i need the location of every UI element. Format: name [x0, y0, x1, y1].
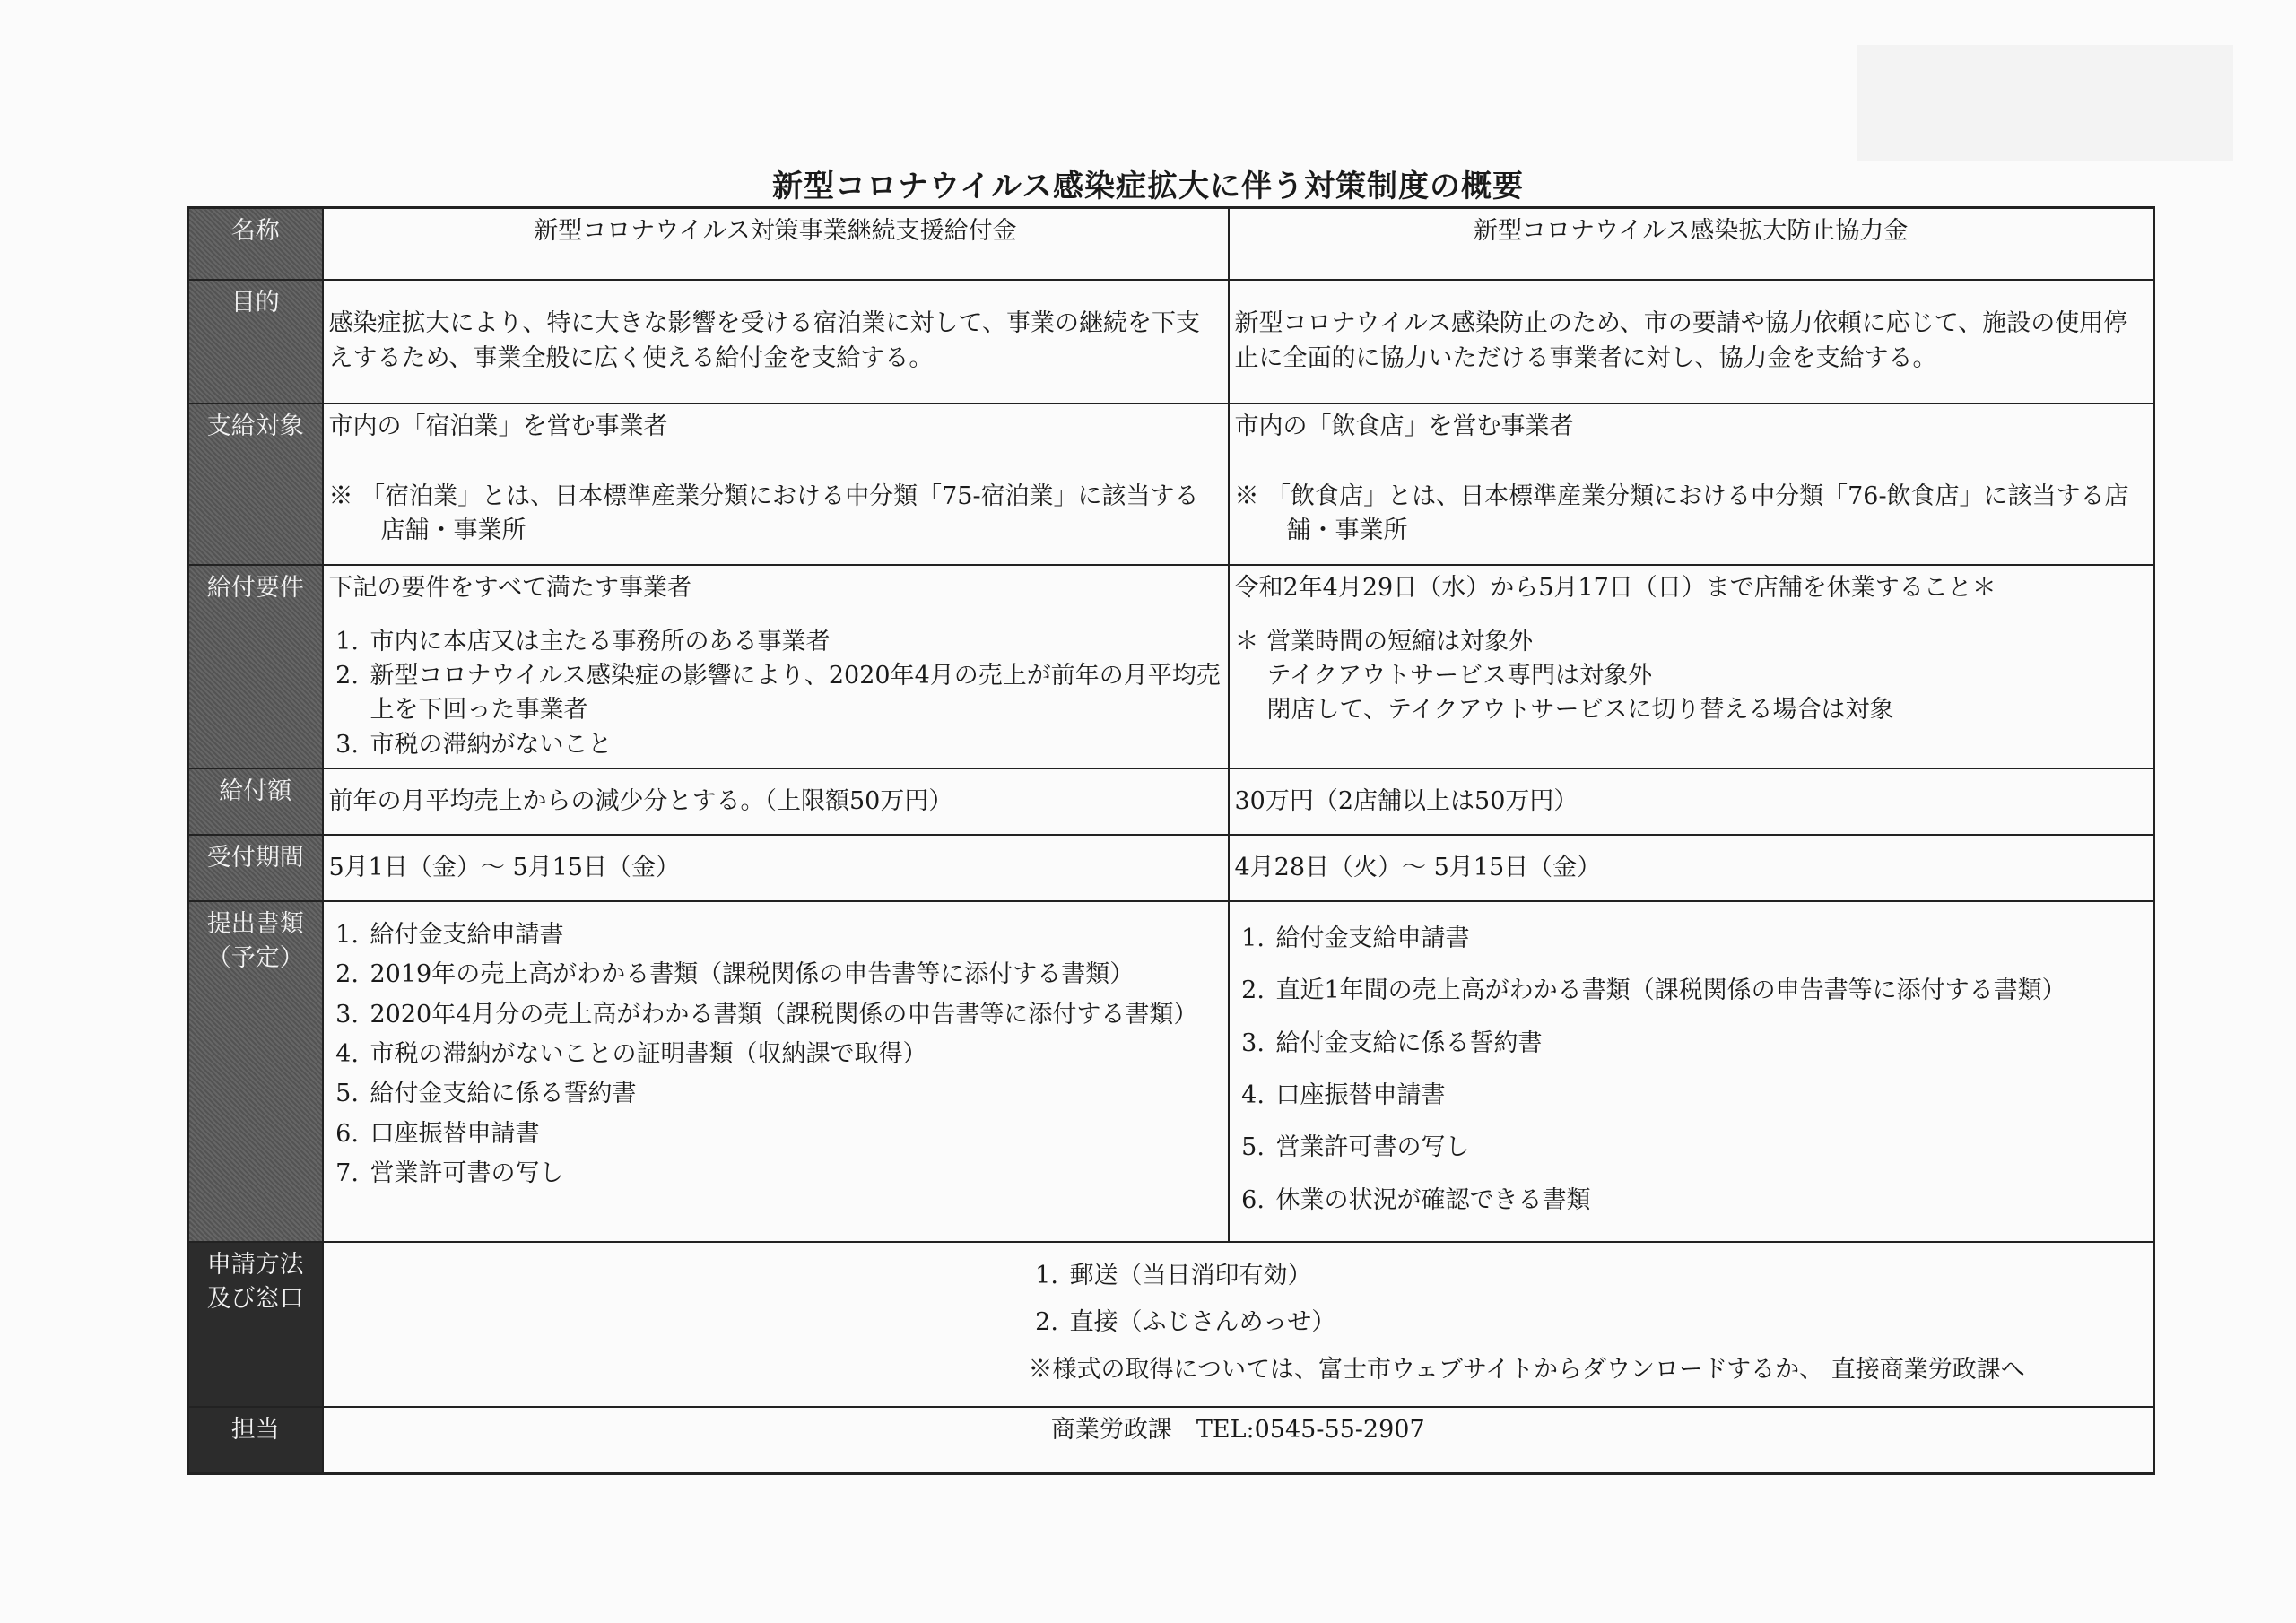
program-a-period: 5月1日（金）～ 5月15日（金）	[323, 835, 1229, 901]
requirement-item: 1. 市内に本店又は主たる事務所のある事業者	[367, 625, 1222, 659]
summary-table	[187, 206, 2155, 1475]
requirement-note: 閉店して、テイクアウトサービスに切り替える場合は対象	[1266, 696, 1894, 725]
requirement-note: テイクアウトサービス専門は対象外	[1266, 662, 1653, 690]
program-b-requirements	[1229, 565, 2154, 769]
document-item: 6. 口座振替申請書	[367, 1117, 1222, 1151]
label-target: 支給対象	[188, 404, 323, 565]
document-item: 2. 直近1年間の売上高がわかる書類（課税関係の申告書等に添付する書類）	[1273, 974, 2148, 1008]
application-method-item: 2. 直接（ふじさんめっせ）	[1066, 1306, 2148, 1340]
row-requirements	[188, 565, 2154, 769]
row-method	[188, 1242, 2154, 1407]
application-note: ※様式の取得については、富士市ウェブサイトからダウンロードするか、 直接商業労政課へ	[1028, 1355, 2025, 1384]
document-item: 6. 休業の状況が確認できる書類	[1273, 1184, 2148, 1218]
label-requirements: 給付要件	[188, 565, 323, 769]
row-purpose	[188, 280, 2154, 404]
row-period	[188, 835, 2154, 901]
document-item: 5. 給付金支給に係る誓約書	[367, 1077, 1222, 1111]
program-b-name: 新型コロナウイルス感染拡大防止協力金	[1229, 208, 2154, 280]
application-method-item: 1. 郵送（当日消印有効）	[1066, 1259, 2148, 1293]
label-purpose: 目的	[188, 280, 323, 404]
label-method	[188, 1242, 323, 1407]
document-item: 2. 2019年の売上高がわかる書類（課税関係の申告書等に添付する書類）	[367, 958, 1222, 992]
label-method-line2: 及び窓口	[206, 1285, 304, 1314]
label-documents-line2: （予定）	[206, 944, 304, 973]
row-amount	[188, 768, 2154, 835]
target-main: 市内の「宿泊業」を営む事業者	[328, 412, 668, 440]
row-name	[188, 208, 2154, 280]
program-a-target	[323, 404, 1229, 565]
requirements-intro: 下記の要件をすべて満たす事業者	[328, 573, 691, 602]
program-b-documents	[1229, 901, 2154, 1242]
program-b-target	[1229, 404, 2154, 565]
label-method-line1: 申請方法	[206, 1251, 304, 1280]
requirements-intro: 令和2年4月29日（水）から5月17日（日）まで店舗を休業すること＊	[1234, 573, 1996, 602]
label-name: 名称	[188, 208, 323, 280]
document-item: 7. 営業許可書の写し	[367, 1157, 1222, 1191]
program-b-purpose: 新型コロナウイルス感染防止のため、市の要請や協力依頼に応じて、施設の使用停止に全面的に協力いただける事業者に対し、協力金を支給する。	[1229, 280, 2154, 404]
document-item: 4. 市税の滞納がないことの証明書類（収納課で取得）	[367, 1037, 1222, 1072]
program-b-amount: 30万円（2店舗以上は50万円）	[1229, 768, 2154, 835]
page-title: 新型コロナウイルス感染症拡大に伴う対策制度の概要	[772, 169, 1524, 204]
program-b-period: 4月28日（火）～ 5月15日（金）	[1229, 835, 2154, 901]
program-a-purpose: 感染症拡大により、特に大きな影響を受ける宿泊業に対して、事業の継続を下支えするため、事業全般に広く使える給付金を支給する。	[323, 280, 1229, 404]
document-item: 1. 給付金支給申請書	[1273, 922, 2148, 956]
target-main: 市内の「飲食店」を営む事業者	[1234, 412, 1574, 440]
target-note: ※ 「宿泊業」とは、日本標準産業分類における中分類「75-宿泊業」に該当する店舗・事業所	[328, 482, 1199, 545]
document-item: 1. 給付金支給申請書	[367, 918, 1222, 952]
scan-artifact	[1857, 45, 2233, 161]
document-item: 3. 2020年4月分の売上高がわかる書類（課税関係の申告書等に添付する書類）	[367, 998, 1222, 1032]
requirement-item: 2. 新型コロナウイルス感染症の影響により、2020年4月の売上が前年の月平均売上を下回った事業者	[367, 659, 1222, 728]
row-target	[188, 404, 2154, 565]
program-a-documents	[323, 901, 1229, 1242]
contact-info: 商業労政課 TEL:0545-55-2907	[323, 1407, 2154, 1473]
label-amount: 給付額	[188, 768, 323, 835]
label-contact: 担当	[188, 1407, 323, 1473]
program-a-name: 新型コロナウイルス対策事業継続支援給付金	[323, 208, 1229, 280]
target-note: ※ 「飲食店」とは、日本標準産業分類における中分類「76-飲食店」に該当する店舗・事業所	[1234, 482, 2129, 545]
requirement-item: 3. 市税の滞納がないこと	[367, 728, 1222, 762]
requirement-note: ＊ 営業時間の短縮は対象外	[1234, 627, 1534, 655]
row-contact	[188, 1407, 2154, 1473]
program-a-requirements	[323, 565, 1229, 769]
document-item: 4. 口座振替申請書	[1273, 1079, 2148, 1113]
program-a-amount: 前年の月平均売上からの減少分とする。（上限額50万円）	[323, 768, 1229, 835]
application-method	[323, 1242, 2154, 1407]
label-period: 受付期間	[188, 835, 323, 901]
document-item: 3. 給付金支給に係る誓約書	[1273, 1027, 2148, 1061]
label-documents	[188, 901, 323, 1242]
label-documents-line1: 提出書類	[206, 910, 304, 939]
document-item: 5. 営業許可書の写し	[1273, 1131, 2148, 1165]
row-documents	[188, 901, 2154, 1242]
